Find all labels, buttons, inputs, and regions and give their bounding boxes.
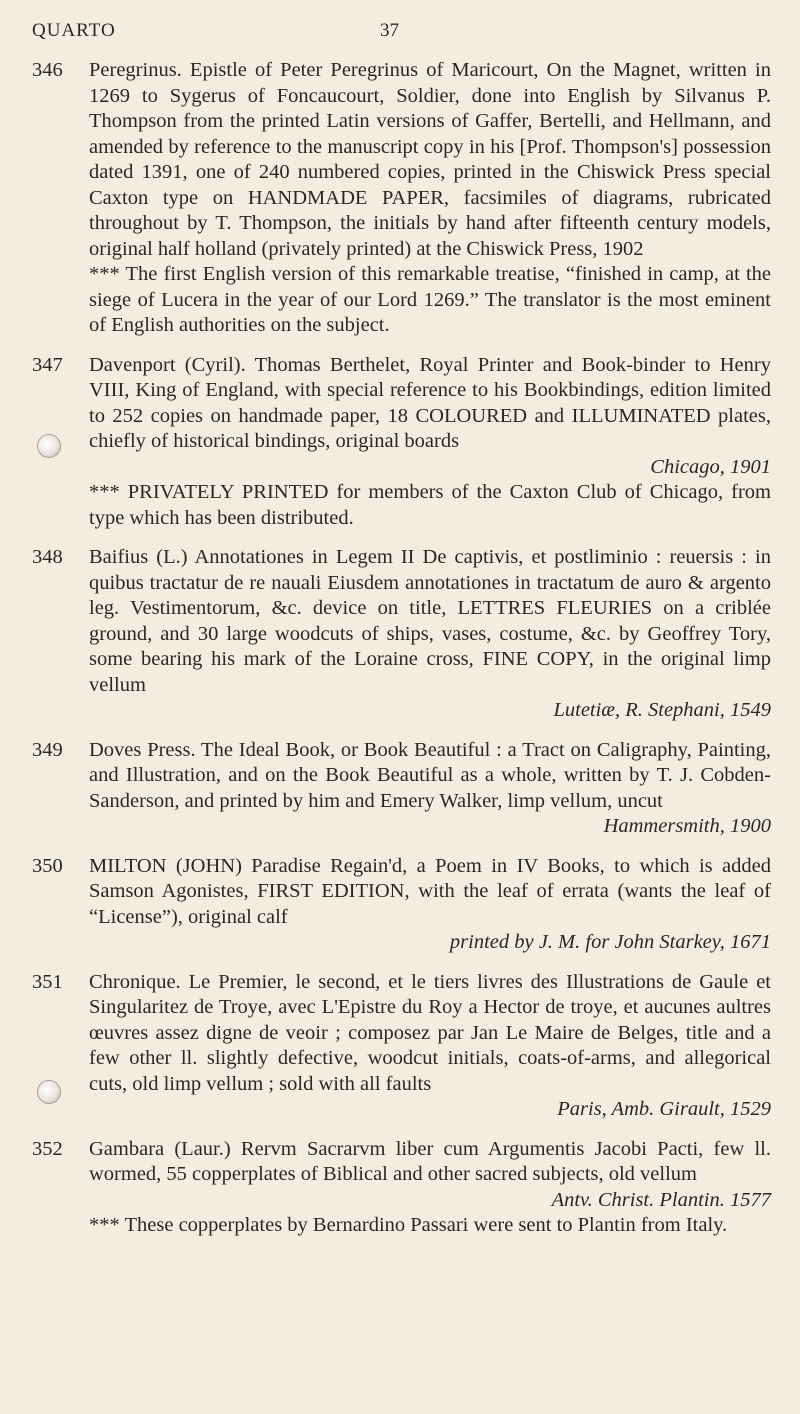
entry-description: Peregrinus. Epistle of Peter Peregrinus of Maricourt, On the Magnet, written in 1269 to Sygerus of Foncaucourt, Soldier, done into English by Silvanus P. Thompson from the printed Latin versions of Gaffer, Bertelli, and Hellmann, and amended by reference to the manuscript copy in his [Prof. Thompson's] possession dated 1391, one of 240 numbered copies, printed in the Chiswick Press special Caxton type on HANDMADE PAPER, facsimiles of diagrams, rubricated throughout by T. Thompson, the initials by hand after fifteenth century models, original half holland (privately printed) at the Chiswick Press, 1902 bbox=[89, 59, 771, 260]
entry-description: MILTON (JOHN) Paradise Regain'd, a Poem in IV Books, to which is added Samson Agonistes, FIRST EDITION, with the leaf of errata (wants the leaf of “License”), original calf bbox=[89, 854, 771, 928]
entry-note: *** PRIVATELY PRINTED for members of the Caxton Club of Chicago, from type which has been distributed. bbox=[89, 481, 771, 529]
catalogue-entry-346 bbox=[0, 58, 800, 339]
catalogue-entry-347 bbox=[0, 353, 800, 532]
entry-description: Gambara (Laur.) Rervm Sacrarvm liber cum Argumentis Jacobi Pacti, few ll. wormed, 55 copperplates of Biblical and other sacred subjects, old vellum bbox=[89, 1137, 771, 1185]
entry-imprint: printed by J. M. for John Starkey, 1671 bbox=[449, 931, 771, 953]
entry-imprint: Paris, Amb. Girault, 1529 bbox=[557, 1098, 771, 1120]
catalogue-entries bbox=[0, 58, 800, 1253]
lot-number: 347 bbox=[32, 353, 63, 376]
catalogue-entry-349 bbox=[0, 738, 800, 840]
lot-number: 352 bbox=[32, 1137, 63, 1160]
entry-imprint: Hammersmith, 1900 bbox=[603, 815, 771, 837]
lot-number: 346 bbox=[32, 59, 63, 81]
entry-description: Doves Press. The Ideal Book, or Book Beautiful : a Tract on Caligraphy, Painting, and Illustration, and on the Book Beautiful as a whole, written by T. J. Cobden-Sanderson, and printed by him and Emery Walker, limp vellum, uncut bbox=[89, 738, 771, 812]
entry-imprint: Antv. Christ. Plantin. 1577 bbox=[551, 1188, 771, 1211]
page-header bbox=[32, 20, 768, 48]
entry-description: Chronique. Le Premier, le second, et le tiers livres des Illustrations de Gaule et Singularitez de Troye, avec L'Epistre du Roy a Hector de troye, et aucunes aultres œuvres assez digne de veoir ; composez par Jan Le Maire de Belges, title and a few other ll. slightly defective, woodcut initials, coats-of-arms, and allegorical cuts, old limp vellum ; sold with all faults bbox=[89, 970, 771, 1095]
catalogue-entry-352 bbox=[0, 1137, 800, 1239]
entry-imprint: Lutetiæ, R. Stephani, 1549 bbox=[553, 699, 771, 721]
entry-description: Davenport (Cyril). Thomas Berthelet, Royal Printer and Book-binder to Henry VIII, King of England, with special reference to his Bookbindings, edition limited to 252 copies on handmade paper, 18 COLOURED and ILLUMINATED plates, chiefly of historical bindings, original boards bbox=[89, 353, 771, 452]
lot-number: 349 bbox=[32, 738, 63, 761]
catalogue-entry-350 bbox=[0, 854, 800, 956]
lot-number: 348 bbox=[32, 546, 63, 568]
entry-note: *** These copperplates by Bernardino Passari were sent to Plantin from Italy. bbox=[89, 1214, 728, 1236]
entry-imprint: Chicago, 1901 bbox=[650, 455, 771, 478]
page-number: 37 bbox=[380, 20, 399, 41]
running-head: QUARTO bbox=[32, 20, 116, 41]
entry-description: Baifius (L.) Annotationes in Legem II De captivis, et postliminio : reuersis : in quibus tractatur de re nauali Eiusdem annotationes in tractatum de auro & argento leg. Vestimentorum, &c. device on title, LETTRES FLEURIES on a criblée ground, and 30 large woodcuts of ships, vases, costume, &c. by Geoffrey Tory, some bearing his mark of the Loraine cross, FINE COPY, in the original limp vellum bbox=[89, 546, 771, 696]
entry-note: *** The first English version of this remarkable treatise, “finished in camp, at the siege of Lucera in the year of our Lord 1269.” The translator is the most eminent of English authorities on the subject. bbox=[89, 263, 771, 336]
lot-number: 350 bbox=[32, 854, 63, 877]
catalogue-entry-351 bbox=[0, 970, 800, 1123]
lot-number: 351 bbox=[32, 970, 63, 993]
catalogue-entry-348 bbox=[0, 545, 800, 724]
